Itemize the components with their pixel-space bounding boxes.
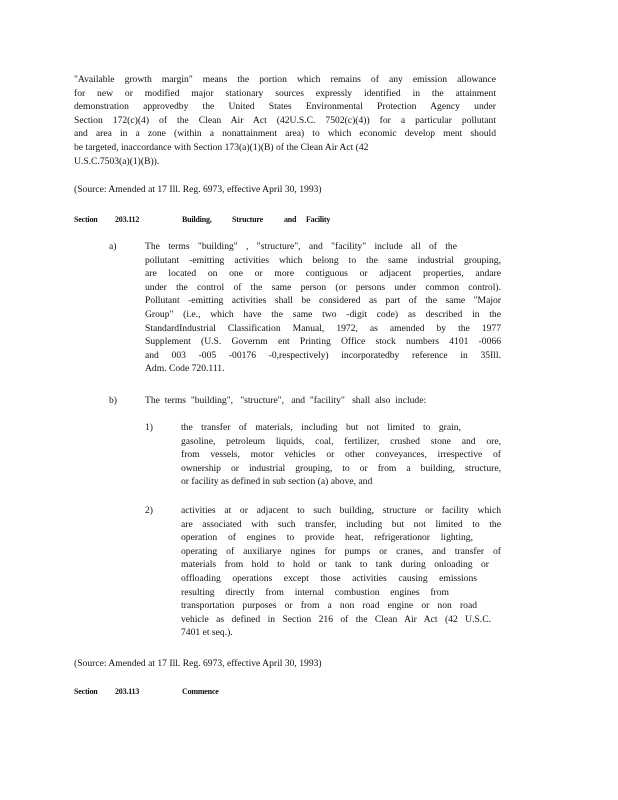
paragraph-line: or facility as defined in sub section (a) above, and — [181, 476, 373, 488]
paragraph-line: Adm. Code 720.111. — [145, 363, 225, 375]
source-note-text: (Source: Amended at 17 Ill. Reg. 6973, effective April 30, 1993) — [74, 184, 322, 195]
paragraph-line: operating of auxiliarye ngines for pumps or cranes, and transfer of — [181, 545, 501, 557]
item-b-text: The terms "building", "structure", and "facility" shall also include: — [145, 395, 427, 406]
paragraph-line: Supplement (U.S. Governm ent Printing Office stock numbers 4101 -0066 — [145, 336, 501, 348]
source-note-text: (Source: Amended at 17 Ill. Reg. 6973, effective April 30, 1993) — [74, 658, 322, 669]
section-number: 203.112 — [115, 215, 140, 224]
paragraph-line: pollutant -emitting activities which belong to the same industrial grouping, — [145, 254, 501, 266]
available-growth-margin-paragraph — [74, 73, 496, 168]
item-marker: 1) — [145, 422, 153, 433]
paragraph-line: Section 172(c)(4) of the Clean Air Act (42U.S.C. 7502(c)(4)) for a particular pollutant — [74, 114, 496, 126]
section-title-word: Facility — [306, 215, 331, 224]
paragraph-line: are associated with such transfer, including but not limited to the — [181, 518, 501, 530]
paragraph-line: U.S.C.7503(a)(1)(B)). — [74, 155, 160, 167]
paragraph-line: vehicle as defined in Section 216 of the Clean Air Act (42 U.S.C. — [181, 613, 491, 625]
paragraph-line: and 003 -005 -00176 -0,respectively) incorporatedby reference in 35Ill. — [145, 349, 501, 361]
section-title-word: Structure — [232, 215, 263, 224]
paragraph-line: offloading operations except those activities causing emissions — [181, 572, 477, 584]
section-label: Section — [74, 215, 98, 224]
item-b2-paragraph — [181, 504, 501, 640]
paragraph-line: materials from hold to hold or tank to tank during onloading or — [181, 559, 489, 571]
item-marker: b) — [109, 395, 117, 406]
section-number: 203.113 — [115, 687, 140, 696]
paragraph-line: and area in a zone (within a nonattainment area) to which economic develop ment should — [74, 128, 496, 140]
paragraph-line: resulting directly from internal combustion engines from — [181, 586, 449, 598]
paragraph-line: the transfer of materials, including but not limited to grain, — [181, 422, 461, 433]
paragraph-line: from vessels, motor vehicles or other conveyances, irrespective of — [181, 449, 501, 461]
paragraph-line: Group" (i.e., which have the same two -digit code) as described in the — [145, 308, 501, 320]
paragraph-line: under the control of the same person (or persons under common control). — [145, 281, 501, 293]
paragraph-line: demonstration approvedby the United States Environmental Protection Agency under — [74, 101, 496, 113]
paragraph-line: gasoline, petroleum liquids, coal, fertilizer, crushed stone and ore, — [181, 435, 501, 447]
section-title-word: and — [284, 215, 297, 224]
section-title: Commence — [182, 687, 219, 696]
paragraph-line: are located on one or more contiguous or adjacent properties, andare — [145, 268, 501, 280]
item-marker: 2) — [145, 505, 153, 516]
paragraph-line: ownership or industrial grouping, to or from a building, structure, — [181, 462, 501, 474]
section-title-word: Building, — [182, 215, 212, 224]
item-a-paragraph — [145, 240, 501, 376]
item-b1-paragraph — [181, 421, 501, 489]
section-label: Section — [74, 687, 98, 696]
item-marker: a) — [109, 241, 117, 252]
paragraph-line: "Available growth margin" means the portion which remains of any emission allowance — [74, 74, 496, 85]
paragraph-line: StandardIndustrial Classification Manual, 1972, as amended by the 1977 — [145, 322, 501, 334]
paragraph-line: be targeted, inaccordance with Section 173(a)(1)(B) of the Clean Air Act (42 — [74, 141, 369, 153]
paragraph-line: transportation purposes or from a non road engine or non road — [181, 600, 477, 612]
paragraph-line: The terms "building" , "structure", and "facility" include all of the — [145, 241, 457, 252]
paragraph-line: Pollutant -emitting activities shall be considered as part of the same "Major — [145, 295, 501, 307]
paragraph-line: operation of engines to provide heat, refrigerationor lighting, — [181, 532, 473, 544]
source-note — [74, 657, 322, 671]
paragraph-line: 7401 et seq.). — [181, 627, 233, 639]
paragraph-line: for new or modified major stationary sources expressly identified in the attainment — [74, 87, 496, 99]
source-note — [74, 183, 322, 197]
paragraph-line: activities at or adjacent to such building, structure or facility which — [181, 505, 501, 516]
